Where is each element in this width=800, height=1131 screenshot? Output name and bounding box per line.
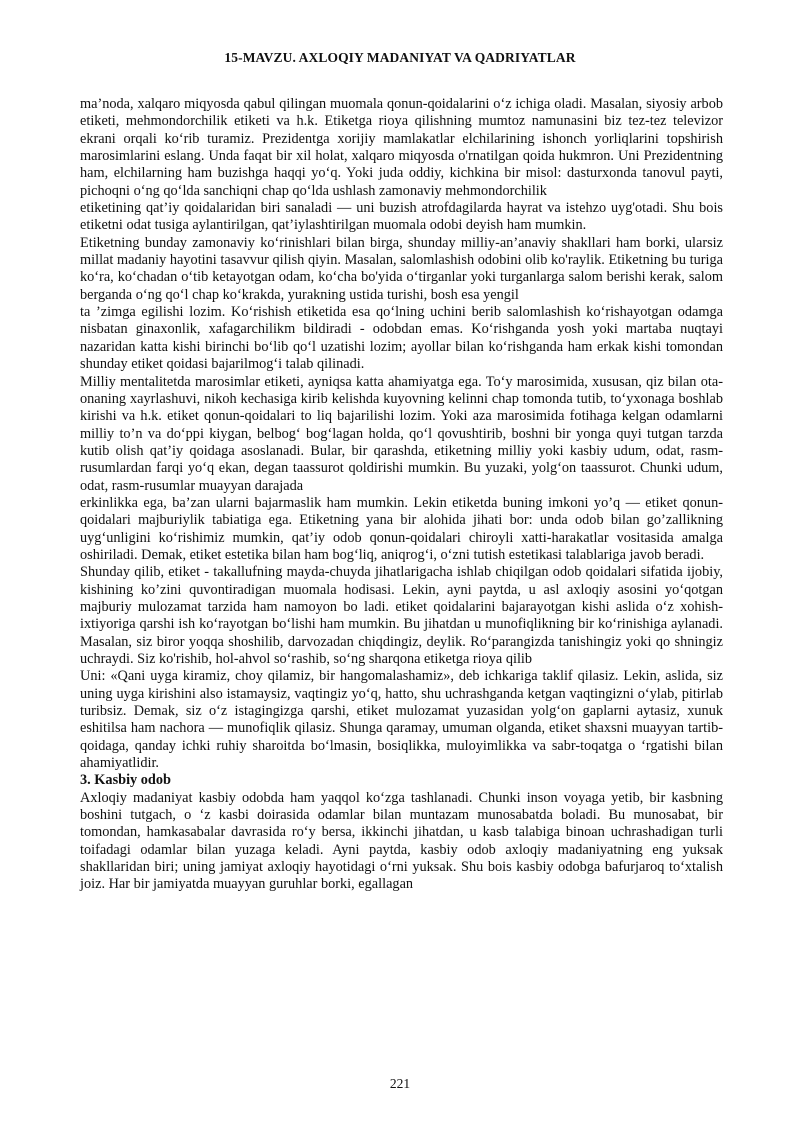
page-number: 221 (389, 1076, 411, 1091)
paragraph: etiketining qat’iy qoidalaridan biri sanaladi — uni buzish atrofdagilarda hayrat va istehzo uyg'otadi. Shu bois etiketni odat tusiga aylantirilgan, qat’iylashtirilgan muomala odobi deyish ham mumkin. (80, 200, 723, 234)
paragraph: Axloqiy madaniyat kasbiy odobda ham yaqqol ko‘zga tashlanadi. Chunki inson voyaga yetib, bir kasbning boshini tutgach, o ‘z kasbi doirasida odamlar bilan muntazam munosabatda boladi. Bu munosabat, bir tomondan, hamkasabalar davrasida ro‘y bersa, ikkinchi jihatdan, u kasb talabiga binoan uchrashadigan turli toifadagi odamlar bilan yuzaga keladi. Ayni paytda, kasbiy odob axloqiy madaniyatning eng yuksak shakllaridan biri; uning jamiyat axloqiy hayotidagi o‘rni yuksak. Shu bois kasbiy odobga bafurjaroq to‘xtalish joiz. Har bir jamiyatda muayyan guruhlar borki, egallagan (80, 789, 723, 893)
paragraph: Etiketning bunday zamonaviy ko‘rinishlari bilan birga, shunday milliy-an’anaviy shakllari ham borki, ularsiz millat madaniy hayotini tasavvur qilish qiyin. Masalan, salomlashish odobini olib ko'raylik. Etiketning bu turiga ko‘ra, ko‘chadan o‘tib ketayotgan odam, ko‘cha bo'yida o‘tirganlar yoki turganlarga salom berishi kerak, salom berganda o‘ng qo‘l chap ko‘krakda, yurakning ustida turishi, bosh esa yengil (80, 234, 723, 303)
body-text (80, 96, 723, 894)
paragraph: ta ’zimga egilishi lozim. Ko‘rishish etiketida esa qo‘lning uchini berib salomlashish ko‘rishayotgan odamga nisbatan ginaxonlik, xafagarchilikm bildiradi - odobdan emas. Ko‘rishganda yosh yoki martaba nuqtayi nazaridan katta kishi birinchi bo‘lib qo‘l uzatishi lozim; ayollar bilan ko‘rishganda ham erkak kishi tomondan shunday etiket qoidasi bajarilmog‘i talab qilinadi. (80, 304, 723, 373)
paragraph: ma’noda, xalqaro miqyosda qabul qilingan muomala qonun-qoidalarini o‘z ichiga oladi. Masalan, siyosiy arbob etiketi, mehmondorchilik etiketi va h.k. Etiketga rioya qilishning mumtoz namunasini biz tez-tez televizor ekrani orqali ko‘rib turamiz. Prezidentga xorijiy mamlakatlar elchilarining ishonch yorliqlarini topshirish marosimlarini eslang. Unda faqat bir xil holat, xalqaro miqyosda o'rnatilgan qoida hukmron. Uni Prezidentning ham, elchilarning ham buzishga haqqi yo‘q. Yoki juda oddiy, kichkina bir misol: dasturxonda tanovul payti, pichoqni o‘ng qo‘lda sanchiqni chap qo‘lda ushlash zamonaviy mehmondorchilik (80, 96, 723, 199)
paragraph: erkinlikka ega, ba’zan ularni bajarmaslik ham mumkin. Lekin etiketda buning imkoni yo’q — etiket qonun-qoidalari majburiylik tabiatiga ega. Etiketning yana bir alohida jihati bor: unda odob bilan go’zallikning uyg‘unligini ko‘rishimiz mumkin, qat’iy odob qonun-qoidalari chiroyli xatti-harakatlar vositasida amalga oshiriladi. Demak, etiket estetika bilan ham bog‘liq, aniqrog‘i, o‘zni tutish estetikasi talablariga javob beradi. (80, 494, 723, 563)
paragraph: Uni: «Qani uyga kiramiz, choy qilamiz, bir hangomalashamiz», deb ichkariga taklif qilasiz. Lekin, aslida, siz uning uyga kirishini also istamaysiz, vaqtingiz yo‘q, hatto, shu uchrashganda ketgan vaqtingizni o‘ylab, pitirlab turibsiz. Demak, siz o‘z istagingizga qarshi, etiket mulozamat yuzasidan yolg‘on gaplarni aytasiz, xunuk eshitilsa ham nachora — munofiqlik qilasiz. Shunga qaramay, umuman olganda, etiket shaxsni muayyan tartib-qoidaga, qanday ichki ruhiy sharoitda bo‘lmasin, bosiqlikka, muloyimlikka va sabr-toqatga o ‘rgatishi bilan ahamiyatlidir. (80, 668, 723, 772)
section-heading: 3. Kasbiy odob (80, 772, 171, 789)
paragraph: Shunday qilib, etiket - takallufning mayda-chuyda jihatlarigacha ishlab chiqilgan odob qoidalari sifatida ijobiy, kishining ko’zini quvontiradigan muomala hodisasi. Lekin, ayni paytda, u asl axloqiy asosini yo‘qotgan majburiy mulozamat tarzida ham namoyon bo ladi. etiket qoidalarini bajarayotgan kishi aslida o‘z xohish-ixtiyoriga qarshi ish ko‘rayotgan bo‘lishi ham mumkin. Bu jihatdan u munofiqlikning bir ko‘rinishiga aylanadi. Masalan, siz biror yoqqa shoshilib, darvozadan chiqdingiz, deylik. Ro‘parangizda tanishingiz yoki qo shningiz uchraydi. Siz ko'rishib, hol-ahvol so‘rashib, so‘ng sharqona etiketga rioya qilib (80, 564, 723, 667)
running-header: 15-MAVZU. AXLOQIY MADANIYAT VA QADRIYATLAR (224, 50, 576, 65)
paragraph: Milliy mentalitetda marosimlar etiketi, ayniqsa katta ahamiyatga ega. To‘y marosimida, xususan, qiz bilan ota-onaning xayrlashuvi, nikoh kechasiga kirib kelishda kuyovning kelinni chap tomonda tutib, to‘yxonaga boshlab kirishi va h.k. etiket qonun-qoidalari to liq bajarilishi lozim. Yoki aza marosimida fotihaga kelgan odamlarni milliy to’n va do‘ppi kiygan, belbog‘ bog‘lagan holda, qo‘l qovushtirib, boshni bir yonga quyi tutgan tarzda kutib olish qat’iy qoidaga asoslanadi. Bular, bir qarashda, etiketning milliy yoki kasbiy udum, odat, rasm-rusumlardan farqi yo‘q ekan, degan taassurot qoldirishi mumkin. Bu yuzaki, yolg‘on taassurot. Chunki udum, odat, rasm-rusumlar muayyan darajada (80, 373, 723, 494)
